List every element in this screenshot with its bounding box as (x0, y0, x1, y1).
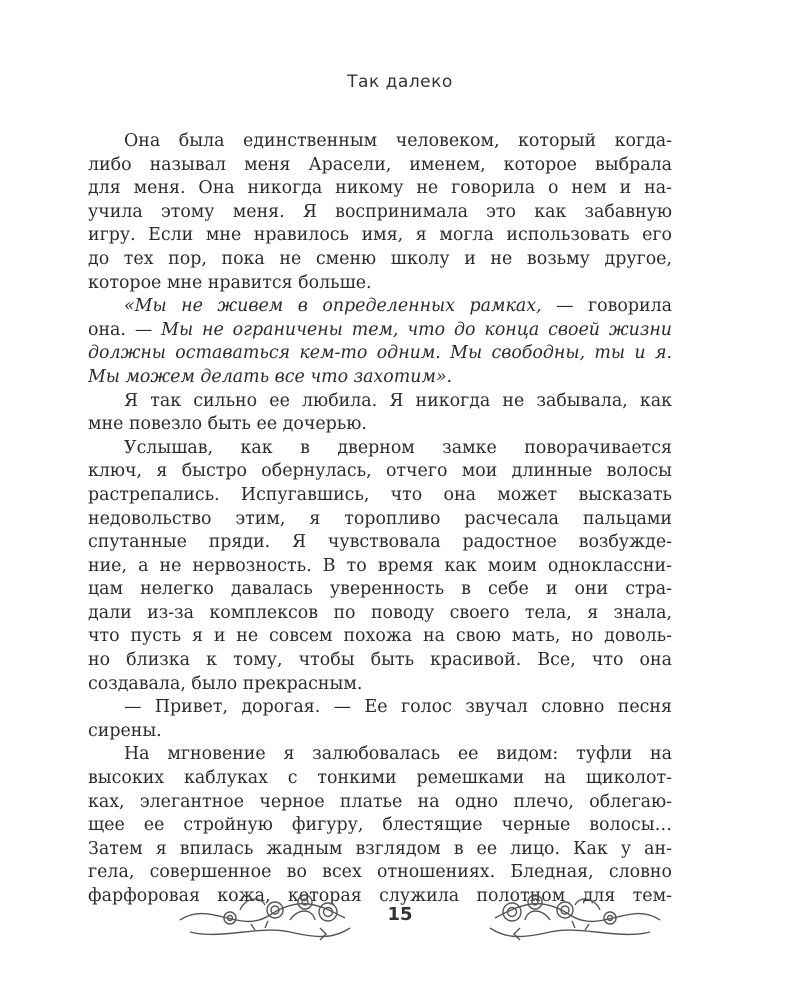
running-head: Так далеко (347, 72, 453, 92)
text-line: фарфоровая кожа, которая служила полотном для тем- (88, 886, 672, 906)
text-line: создавала, было прекрасным. (88, 673, 363, 694)
text-line: до тех пор, пока не сменю школу и не возьму другое, (88, 248, 672, 269)
text-line: либо называл меня Арасели, именем, которое выбрала (88, 154, 672, 175)
body-text (88, 130, 672, 909)
text-line: Услышав, как в дверном замке поворачивается (124, 437, 672, 458)
text-line: высоких каблуках с тонкими ремешками на щиколот- (88, 768, 672, 789)
text-line: Она была единственным человеком, который когда- (124, 131, 672, 151)
text-line: спутанные пряди. Я чувствовала радостное возбужде- (88, 532, 672, 553)
text-line: Я так сильно ее любила. Я никогда не забывала, как (124, 390, 672, 411)
text-line: цам нелегко давалась уверенность в себе и они стра- (88, 579, 672, 600)
text-line: но близка к тому, чтобы быть красивой. Все, что она (88, 650, 672, 671)
text-line: недовольство этим, я торопливо расчесала пальцами (88, 508, 672, 529)
text-line: На мгновение я залюбовалась ее видом: туфли на (124, 744, 672, 765)
page-number: 15 (387, 904, 413, 925)
italic-segment: Мы можем делать все что захотим». (88, 366, 453, 387)
text-line (88, 319, 672, 343)
text-line: ние, а не нервозность. В то время как моим одноклассни- (88, 555, 672, 576)
italic-segment: должны оставаться кем-то одним. Мы свободны, ты и я. (88, 343, 672, 364)
text-line: гела, совершенное во всех отношениях. Бледная, словно (88, 862, 672, 883)
text-line: для меня. Она никогда никому не говорила о нем и на- (88, 178, 672, 199)
text-line: которое мне нравится больше. (88, 272, 372, 293)
text-line: щее ее стройную фигуру, блестящие черные волосы… (88, 815, 672, 836)
text-line: ключ, я быстро обернулась, отчего мои длинные волосы (88, 461, 672, 482)
text-line: учила этому меня. Я воспринимала это как забавную (88, 201, 672, 222)
text-line: растрепались. Испугавшись, что она может высказать (88, 484, 672, 505)
text-line: мне повезло быть ее дочерью. (88, 414, 367, 435)
text-line (88, 366, 672, 390)
text-line: Затем я впилась жадным взглядом в ее лицо. Как у ан- (88, 838, 672, 859)
italic-segment: «Мы не живем в определенных рамках, (124, 296, 542, 317)
text-segment: — говорила (541, 296, 672, 317)
text-line: что пусть я и не совсем похожа на свою мать, но доволь- (88, 626, 672, 647)
italic-segment: Мы не ограничены тем, что до конца своей жизни (161, 319, 672, 340)
text-line (88, 342, 672, 366)
text-segment: она. — (88, 319, 162, 340)
text-line: ках, элегантное черное платье на одно плечо, облегаю- (88, 791, 672, 812)
text-line: игру. Если мне нравилось имя, я могла использовать его (88, 225, 672, 246)
text-line: — Привет, дорогая. — Ее голос звучал словно песня (124, 697, 672, 718)
text-line (88, 295, 672, 319)
text-line: сирены. (88, 720, 162, 741)
text-line: дали из-за комплексов по поводу своего тела, я знала, (88, 602, 672, 623)
